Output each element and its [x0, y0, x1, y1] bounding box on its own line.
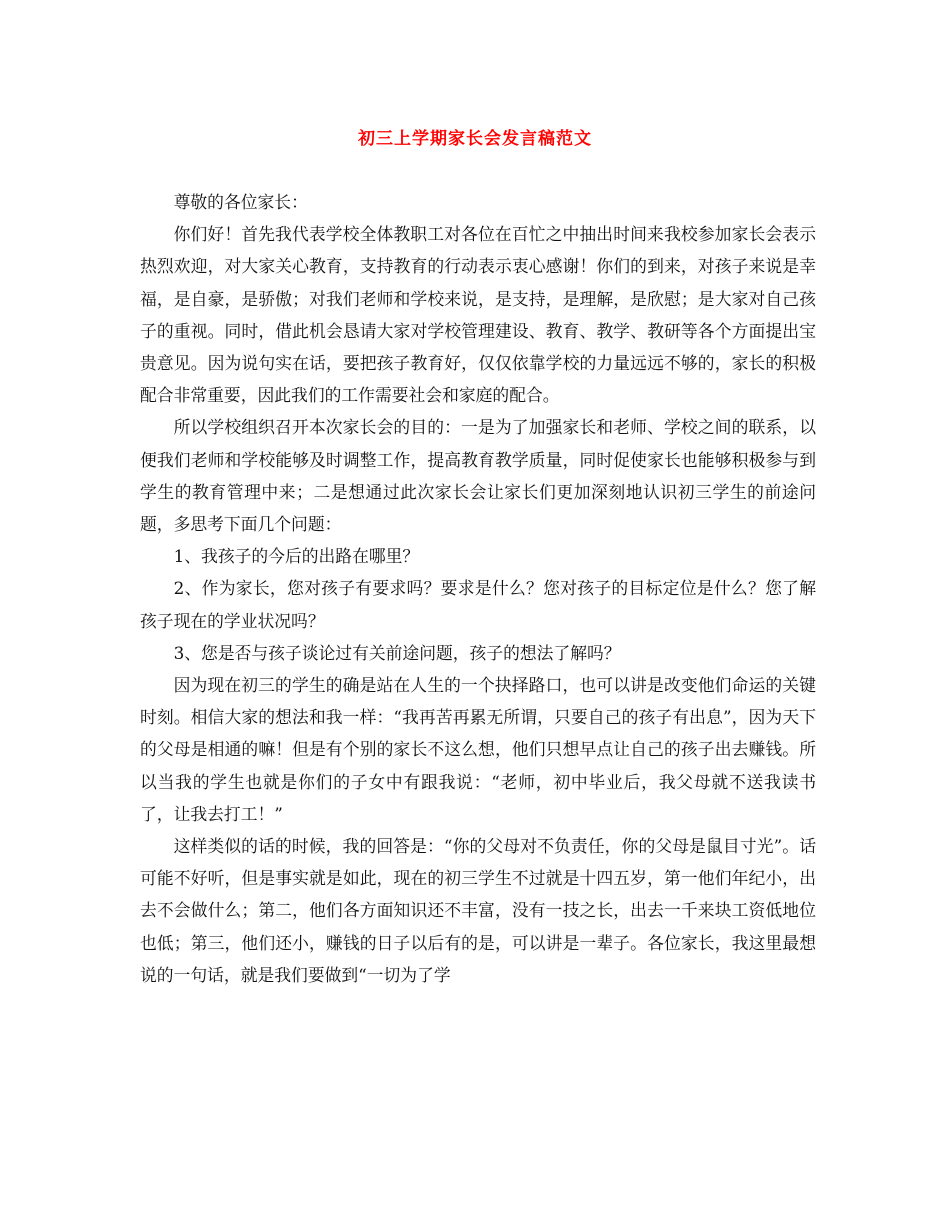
document-title: 初三上学期家长会发言稿范文 [358, 129, 592, 149]
paragraph-salutation: 尊敬的各位家长： [173, 192, 308, 212]
paragraph-question-1: 1、我孩子的今后的出路在哪里？ [173, 546, 420, 567]
paragraph-question-2: 2、作为家长，您对孩子有要求吗？要求是什么？您对孩子的目标定位是什么？您了解孩子现在的学业状况吗？ [140, 578, 816, 631]
document-body [140, 186, 816, 991]
paragraph-purpose: 所以学校组织召开本次家长会的目的：一是为了加强家长和老师、学校之间的联系，以便我们老师和学校能够及时调整工作，提高教育教学质量，同时促使家长也能够积极参与到学生的教育管理中来；二是想通过此次家长会让家长们更加深刻地认识初三学生的前途问题，多思考下面几个问题： [140, 417, 816, 535]
paragraph-crossroads: 因为现在初三的学生的确是站在人生的一个抉择路口，也可以讲是改变他们命运的关键时刻。相信大家的想法和我一样：“我再苦再累无所谓，只要自己的孩子有出息”，因为天下的父母是相通的嘛！但是有个别的家长不这么想，他们只想早点让自己的孩子出去赚钱。所以当我的学生也就是你们的子女中有跟我说：“老师，初中毕业后，我父母就不送我读书了，让我去打工！” [140, 675, 816, 824]
paragraph-question-3: 3、您是否与孩子谈论过有关前途问题，孩子的想法了解吗？ [173, 642, 621, 663]
paragraph-welcome: 你们好！首先我代表学校全体教职工对各位在百忙之中抽出时间来我校参加家长会表示热烈欢迎，对大家关心教育，支持教育的行动表示衷心感谢！你们的到来，对孩子来说是幸福，是自豪，是骄傲；对我们老师和学校来说，是支持，是理解，是欣慰；是大家对自己孩子的重视。同时，借此机会恳请大家对学校管理建设、教育、教学、教研等各个方面提出宝贵意见。因为说句实在话，要把孩子教育好，仅仅依靠学校的力量远远不够的，家长的积极配合非常重要，因此我们的工作需要社会和家庭的配合。 [140, 224, 816, 406]
paragraph-response: 这样类似的话的时候，我的回答是：“你的父母对不负责任，你的父母是鼠目寸光”。话可能不好听，但是事实就是如此，现在的初三学生不过就是十四五岁，第一他们年纪小，出去不会做什么；第二，他们各方面知识还不丰富，没有一技之长，出去一千来块工资低地位也低；第三，他们还小，赚钱的日子以后有的是，可以讲是一辈子。各位家长，我这里最想说的一句话，就是我们要做到“一切为了学 [140, 836, 816, 985]
